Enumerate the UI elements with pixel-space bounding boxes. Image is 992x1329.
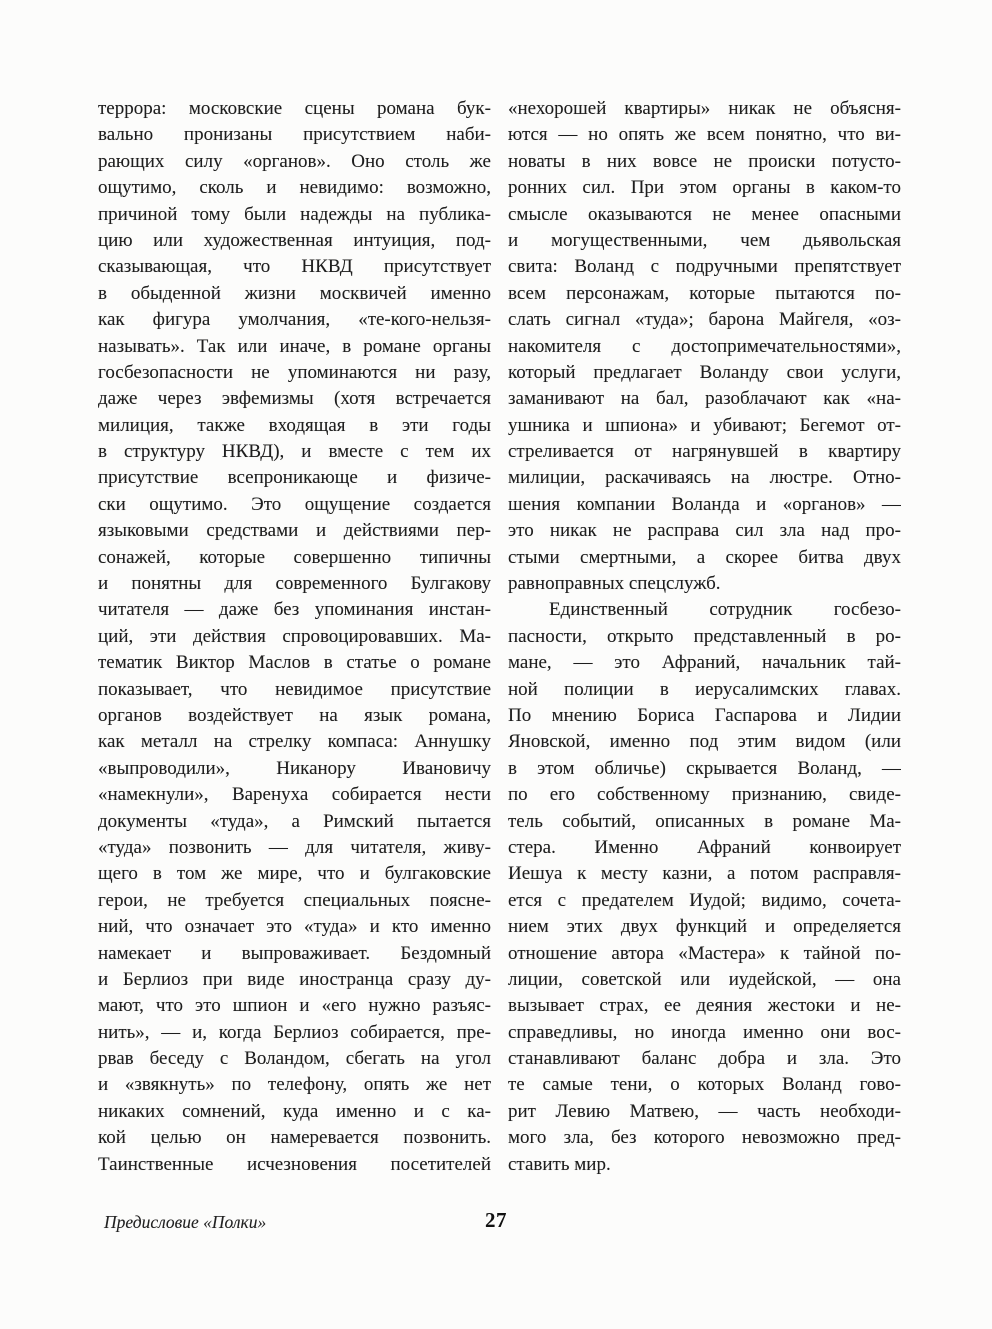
paragraph xyxy=(508,597,901,1178)
text-line: показывает, что невидимое присутствие xyxy=(98,678,491,700)
text-line: намекает и выпроваживает. Бездомный xyxy=(98,942,491,964)
text-line: сонажей, которые совершенно типичны xyxy=(98,546,491,568)
text-line: это никак не расправа сил зла над про- xyxy=(508,520,901,542)
text-line: и понятны для современного Булгакову xyxy=(98,573,491,595)
text-line: никаких сомнений, куда именно и с ка- xyxy=(98,1100,491,1122)
text-line: «туда» позвонить — для читателя, живу- xyxy=(98,836,491,858)
text-column-right xyxy=(508,96,901,1178)
text-line: даже через эвфемизмы (хотя встречается xyxy=(98,388,491,410)
text-line: щего в том же мире, что и булгаковские xyxy=(98,863,491,885)
text-line: документы «туда», а Римский пытается xyxy=(98,810,491,832)
text-line: присутствие всепроникающе и физиче- xyxy=(98,467,491,489)
text-line: слать сигнал «туда»; барона Майгеля, «оз- xyxy=(508,309,901,331)
text-line: языковыми средствами и действиями пер- xyxy=(98,520,491,542)
text-line: пасности, открыто представленный в ро- xyxy=(508,625,901,647)
text-line: госбезопасности не упоминаются ни разу, xyxy=(98,361,491,383)
text-line: вызывает страх, ее деяния жестоки и не- xyxy=(508,995,901,1017)
text-line: как фигура умолчания, «те-кого-нельзя- xyxy=(98,309,491,331)
text-line: в структуру НКВД), и вместе с тем их xyxy=(98,441,491,463)
text-line: ощутимо, сколь и невидимо: возможно, xyxy=(98,177,491,199)
text-line: причиной тому были надежды на публика- xyxy=(98,203,491,225)
text-line: и могущественными, чем дьявольская xyxy=(508,229,901,251)
text-line: в этом обличье) скрывается Воланд, — xyxy=(508,757,901,779)
text-line: кой целью он намеревается позвонить. xyxy=(98,1127,491,1149)
text-line: нием этих двух функций и определяется xyxy=(508,916,901,938)
text-line: Единственный сотрудник госбезо- xyxy=(549,599,901,621)
text-line: цию или художественная интуиция, под- xyxy=(98,229,491,251)
text-line: который предлагает Воланду свои услуги, xyxy=(508,361,901,383)
text-line: отношение автора «Мастера» к тайной по- xyxy=(508,942,901,964)
text-line: справедливы, но иногда именно они вос- xyxy=(508,1021,901,1043)
text-line: свита: Воланд с подручными препятствует xyxy=(508,256,901,278)
text-line: «намекнули», Варенуха собирается нести xyxy=(98,784,491,806)
text-line: мают, что это шпион и «его нужно разъяс- xyxy=(98,995,491,1017)
text-line: мане, — это Афраний, начальник тай- xyxy=(508,652,901,674)
text-line: смысле оказываются не менее опасными xyxy=(508,203,901,225)
page-number: 27 xyxy=(485,1208,507,1232)
text-line: Иешуа к месту казни, а потом расправля- xyxy=(508,863,901,885)
text-line: и «звякнуть» по телефону, опять же нет xyxy=(98,1074,491,1096)
text-line: ушника и шпиона» и убивают; Бегемот от- xyxy=(508,414,901,436)
text-line: нить», — и, когда Берлиоз собирается, пре- xyxy=(98,1021,491,1043)
text-line: стреливается от нагрянувшей в квартиру xyxy=(508,441,901,463)
text-line: «выпроводили», Никанору Ивановичу xyxy=(98,757,491,779)
text-line: стера. Именно Афраний конвоирует xyxy=(508,836,901,858)
text-line: читателя — даже без упоминания инстан- xyxy=(98,599,491,621)
text-line: рающих силу «органов». Оно столь же xyxy=(98,150,491,172)
text-line: герои, не требуется специальных поясне- xyxy=(98,889,491,911)
text-line: как металл на стрелку компаса: Аннушку xyxy=(98,731,491,753)
text-line: новаты в них вовсе не происки потусто- xyxy=(508,150,901,172)
text-line: ется с предателем Иудой; видимо, сочета- xyxy=(508,889,901,911)
text-line: те самые тени, о которых Воланд гово- xyxy=(508,1074,901,1096)
text-line: шения компании Воланда и «органов» — xyxy=(508,493,901,515)
running-footer-section-title: Предисловие «Полки» xyxy=(104,1212,267,1232)
paragraph xyxy=(508,96,901,597)
text-line: и Берлиоз при виде иностранца сразу ду- xyxy=(98,968,491,990)
text-line: милиции, раскачиваясь на люстре. Отно- xyxy=(508,467,901,489)
text-line: По мнению Бориса Гаспарова и Лидии xyxy=(508,704,901,726)
text-line: ются — но опять же всем понятно, что ви- xyxy=(508,124,901,146)
text-line: ски ощутимо. Это ощущение создается xyxy=(98,493,491,515)
text-line: называть». Так или иначе, в романе органы xyxy=(98,335,491,357)
text-line: ций, эти действия спровоцировавших. Ма- xyxy=(98,625,491,647)
text-line: по его собственному признанию, свиде- xyxy=(508,784,901,806)
text-line: накомителя с достопримечательностями», xyxy=(508,335,901,357)
text-column-left xyxy=(98,96,491,1178)
text-line: заманивают на бал, разоблачают как «на- xyxy=(508,388,901,410)
text-line: ронних сил. При этом органы в каком-то xyxy=(508,177,901,199)
text-line: лиции, советской или иудейской, — она xyxy=(508,968,901,990)
text-line: «нехорошей квартиры» никак не объясня- xyxy=(508,98,901,119)
text-line: станавливают баланс добра и зла. Это xyxy=(508,1048,901,1070)
text-line: сказывающая, что НКВД присутствует xyxy=(98,256,491,278)
text-line: террора: московские сцены романа бук- xyxy=(98,98,491,119)
text-line: мого зла, без которого невозможно пред- xyxy=(508,1127,901,1149)
text-line: рит Левию Матвею, — часть необходи- xyxy=(508,1100,901,1122)
text-line: тель событий, описанных в романе Ма- xyxy=(508,810,901,832)
text-line: вально пронизаны присутствием наби- xyxy=(98,124,491,146)
text-line: стыми смертными, а скорее битва двух xyxy=(508,546,901,568)
text-line: рвав беседу с Воландом, сбегать на угол xyxy=(98,1048,491,1070)
text-line: в обыденной жизни москвичей именно xyxy=(98,282,491,304)
text-line: органов воздействует на язык романа, xyxy=(98,704,491,726)
text-line: Яновской, именно под этим видом (или xyxy=(508,731,901,753)
text-line: тематик Виктор Маслов в статье о романе xyxy=(98,652,491,674)
text-line: ний, что означает это «туда» и кто именно xyxy=(98,916,491,938)
text-line: ставить мир. xyxy=(508,1153,611,1175)
paragraph xyxy=(98,96,491,1178)
text-line: милиция, также входящая в эти годы xyxy=(98,414,491,436)
text-line: Таинственные исчезновения посетителей xyxy=(98,1153,491,1175)
text-line: равноправных спецслужб. xyxy=(508,573,721,595)
text-line: ной полиции в иерусалимских главах. xyxy=(508,678,901,700)
text-line: всем персонажам, которые пытаются по- xyxy=(508,282,901,304)
